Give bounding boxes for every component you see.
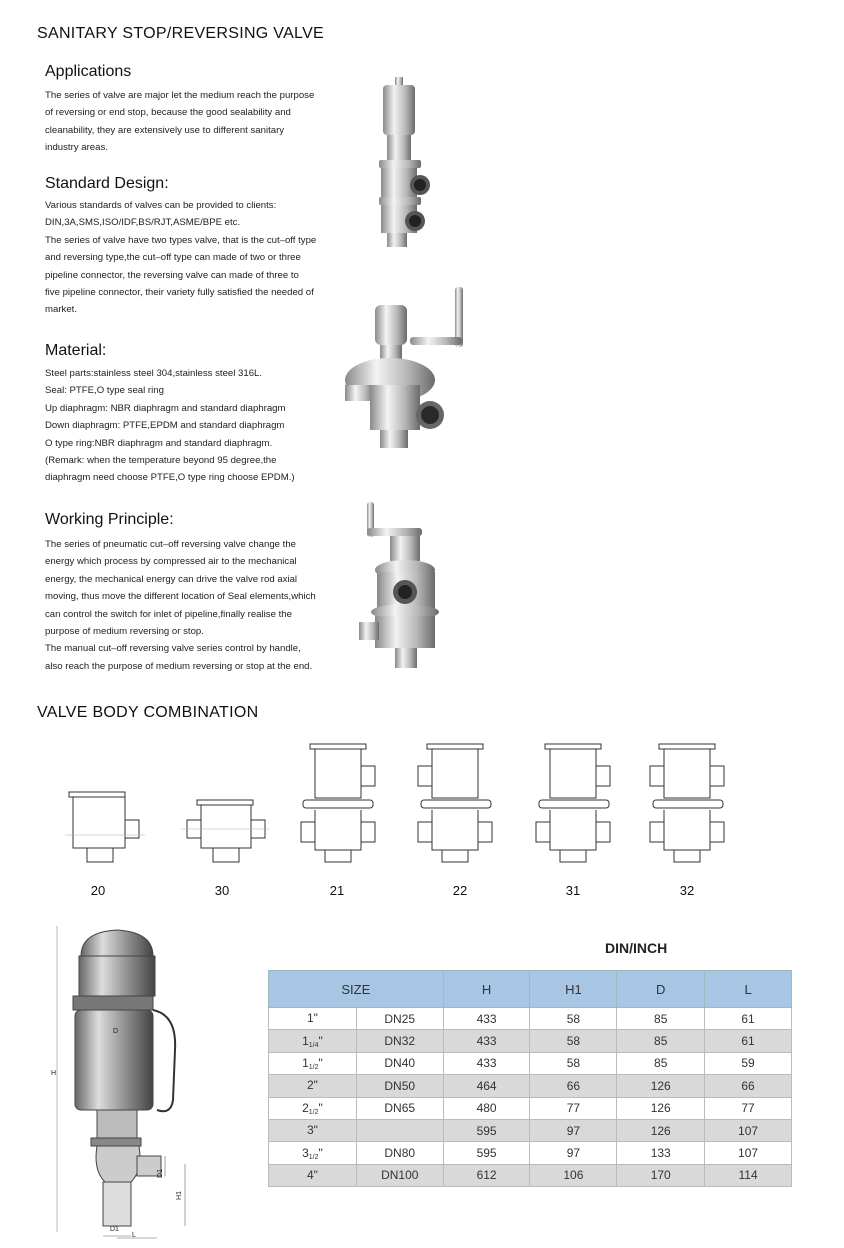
material-line: O type ring:NBR diaphragm and standard diaphragm. bbox=[45, 437, 273, 449]
combination-code: 21 bbox=[329, 883, 345, 898]
cell-l: 59 bbox=[705, 1052, 792, 1074]
cell-h1: 58 bbox=[530, 1052, 617, 1074]
body-drawing-22 bbox=[418, 744, 492, 862]
header-h1: H1 bbox=[530, 971, 617, 1008]
header-h: H bbox=[443, 971, 530, 1008]
body-drawing-31 bbox=[536, 744, 610, 862]
table-row bbox=[269, 1052, 792, 1074]
dimension-label-h: H bbox=[51, 1070, 57, 1077]
valve-body-drawings bbox=[55, 738, 755, 883]
cell-dn: DN50 bbox=[356, 1075, 443, 1097]
applications-line: The series of valve are major let the medium reach the purpose bbox=[45, 90, 315, 101]
cell-l: 107 bbox=[705, 1142, 792, 1164]
combination-code: 32 bbox=[679, 883, 695, 898]
dimension-label-d1: D1 bbox=[156, 1169, 164, 1178]
standard-line: Various standards of valves can be provided to clients: bbox=[45, 200, 277, 211]
material-line: (Remark: when the temperature beyond 95 degree,the bbox=[45, 455, 277, 467]
cell-inch: $1_{1/2}$" bbox=[269, 1052, 357, 1074]
cell-inch: 4" bbox=[269, 1164, 357, 1186]
material-line: Down diaphragm: PTFE,EPDM and standard diaphragm bbox=[45, 420, 285, 432]
cell-dn: DN100 bbox=[356, 1164, 443, 1186]
standard-line: pipeline connector, the reversing valve can made of three to bbox=[45, 269, 299, 281]
combination-code: 31 bbox=[565, 883, 581, 898]
cell-h1: 58 bbox=[530, 1030, 617, 1052]
cell-h: 612 bbox=[443, 1164, 530, 1186]
standard-line: and reversing type,the cut–off type can made of two or three bbox=[45, 252, 301, 264]
cell-inch: $3_{1/2}$" bbox=[269, 1142, 357, 1164]
cell-d: 126 bbox=[617, 1097, 705, 1119]
table-header-row bbox=[269, 971, 792, 1008]
cell-d: 85 bbox=[617, 1030, 705, 1052]
material-heading: Material: bbox=[45, 342, 107, 359]
cell-h: 433 bbox=[443, 1008, 530, 1030]
material-text bbox=[45, 365, 320, 487]
combination-code: 22 bbox=[452, 883, 468, 898]
cell-l: 77 bbox=[705, 1097, 792, 1119]
standard-line: DIN,3A,SMS,ISO/IDF,BS/RJT,ASME/BPE etc. bbox=[45, 217, 241, 229]
cell-h: 480 bbox=[443, 1097, 530, 1119]
cell-h1: 58 bbox=[530, 1008, 617, 1030]
header-size: SIZE bbox=[269, 971, 444, 1008]
working-line: can control the switch for inlet of pipeline,finally realise the bbox=[45, 608, 292, 620]
cell-h1: 77 bbox=[530, 1097, 617, 1119]
standard-heading: Standard Design: bbox=[45, 175, 169, 192]
valve-dimension-drawing bbox=[45, 920, 195, 1247]
combination-heading: VALVE BODY COMBINATION bbox=[37, 704, 259, 721]
cell-inch: $2_{1/2}$" bbox=[269, 1097, 357, 1119]
standard-text bbox=[45, 197, 320, 319]
cell-d: 85 bbox=[617, 1008, 705, 1030]
working-line: energy, the mechanical energy can drive the valve rod axial bbox=[45, 573, 298, 585]
cell-d: 126 bbox=[617, 1119, 705, 1141]
table-row bbox=[269, 1097, 792, 1119]
cell-h: 433 bbox=[443, 1030, 530, 1052]
dimension-label-l: L bbox=[132, 1232, 136, 1239]
cell-h1: 66 bbox=[530, 1075, 617, 1097]
combination-code: 20 bbox=[90, 883, 106, 898]
body-drawing-20 bbox=[65, 792, 145, 862]
working-line: also reach the purpose of medium reversing or stop at the end. bbox=[45, 660, 313, 672]
header-l: L bbox=[705, 971, 792, 1008]
body-drawing-30 bbox=[181, 800, 269, 862]
cell-l: 107 bbox=[705, 1119, 792, 1141]
applications-text bbox=[45, 87, 320, 157]
standard-line: market. bbox=[45, 304, 77, 316]
material-line: Seal: PTFE,O type seal ring bbox=[45, 385, 164, 397]
combination-code: 30 bbox=[214, 883, 230, 898]
cell-inch: 3" bbox=[269, 1119, 357, 1141]
cell-d: 85 bbox=[617, 1052, 705, 1074]
table-row bbox=[269, 1030, 792, 1052]
spec-table-wrapper bbox=[268, 970, 792, 1187]
cell-h: 464 bbox=[443, 1075, 530, 1097]
applications-line: of reversing or end stop, because the good sealability and bbox=[45, 107, 291, 119]
working-line: moving, thus move the different location of Seal elements,which bbox=[45, 591, 316, 603]
table-row bbox=[269, 1075, 792, 1097]
cell-l: 61 bbox=[705, 1008, 792, 1030]
cell-h1: 97 bbox=[530, 1119, 617, 1141]
table-row bbox=[269, 1008, 792, 1030]
cell-dn: DN80 bbox=[356, 1142, 443, 1164]
standard-line: The series of valve have two types valve, that is the cut–off type bbox=[45, 234, 317, 246]
cell-h: 595 bbox=[443, 1119, 530, 1141]
cell-h1: 106 bbox=[530, 1164, 617, 1186]
working-line: energy which process by compressed air to the mechanical bbox=[45, 556, 297, 568]
cell-dn: DN25 bbox=[356, 1008, 443, 1030]
cell-dn: DN40 bbox=[356, 1052, 443, 1074]
cell-inch: 1" bbox=[269, 1008, 357, 1030]
cell-inch: 2" bbox=[269, 1075, 357, 1097]
applications-line: cleanability, they are extensively use to different sanitary bbox=[45, 124, 285, 136]
reversing-valve-photo bbox=[355, 500, 455, 670]
table-row bbox=[269, 1119, 792, 1141]
working-line: The series of pneumatic cut–off reversing valve change the bbox=[45, 539, 297, 550]
working-text bbox=[45, 536, 320, 675]
working-line: The manual cut–off reversing valve series control by handle, bbox=[45, 643, 301, 655]
cell-d: 133 bbox=[617, 1142, 705, 1164]
spec-table bbox=[268, 970, 792, 1187]
cell-l: 114 bbox=[705, 1164, 792, 1186]
cell-dn: DN32 bbox=[356, 1030, 443, 1052]
cell-dn bbox=[356, 1119, 443, 1141]
applications-line: industry areas. bbox=[45, 142, 108, 154]
header-d: D bbox=[617, 971, 705, 1008]
material-line: Steel parts:stainless steel 304,stainless steel 316L. bbox=[45, 368, 263, 379]
table-row bbox=[269, 1164, 792, 1186]
body-drawing-32 bbox=[650, 744, 724, 862]
working-heading: Working Principle: bbox=[45, 511, 174, 528]
table-row bbox=[269, 1142, 792, 1164]
cell-inch: $1_{1/4}$" bbox=[269, 1030, 357, 1052]
dimension-label-d: D bbox=[113, 1028, 119, 1035]
table-caption: DIN/INCH bbox=[605, 940, 668, 956]
body-drawing-21 bbox=[301, 744, 375, 862]
page-title: SANITARY STOP/REVERSING VALVE bbox=[37, 25, 325, 42]
material-line: Up diaphragm: NBR diaphragm and standard diaphragm bbox=[45, 402, 286, 414]
cell-h: 433 bbox=[443, 1052, 530, 1074]
applications-heading: Applications bbox=[45, 63, 132, 80]
working-line: purpose of medium reversing or stop. bbox=[45, 626, 204, 638]
standard-line: five pipeline connector, their variety fully satisfied the needed of bbox=[45, 287, 314, 299]
cell-h: 595 bbox=[443, 1142, 530, 1164]
material-line: diaphragm need choose PTFE,O type ring choose EPDM.) bbox=[45, 472, 295, 484]
cell-d: 170 bbox=[617, 1164, 705, 1186]
cell-h1: 97 bbox=[530, 1142, 617, 1164]
cell-l: 61 bbox=[705, 1030, 792, 1052]
cell-dn: DN65 bbox=[356, 1097, 443, 1119]
pneumatic-valve-photo bbox=[365, 75, 445, 250]
manual-valve-photo bbox=[340, 285, 480, 450]
dimension-label-d1-bottom: D1 bbox=[110, 1226, 119, 1233]
cell-l: 66 bbox=[705, 1075, 792, 1097]
cell-d: 126 bbox=[617, 1075, 705, 1097]
dimension-label-h1: H1 bbox=[175, 1191, 183, 1200]
